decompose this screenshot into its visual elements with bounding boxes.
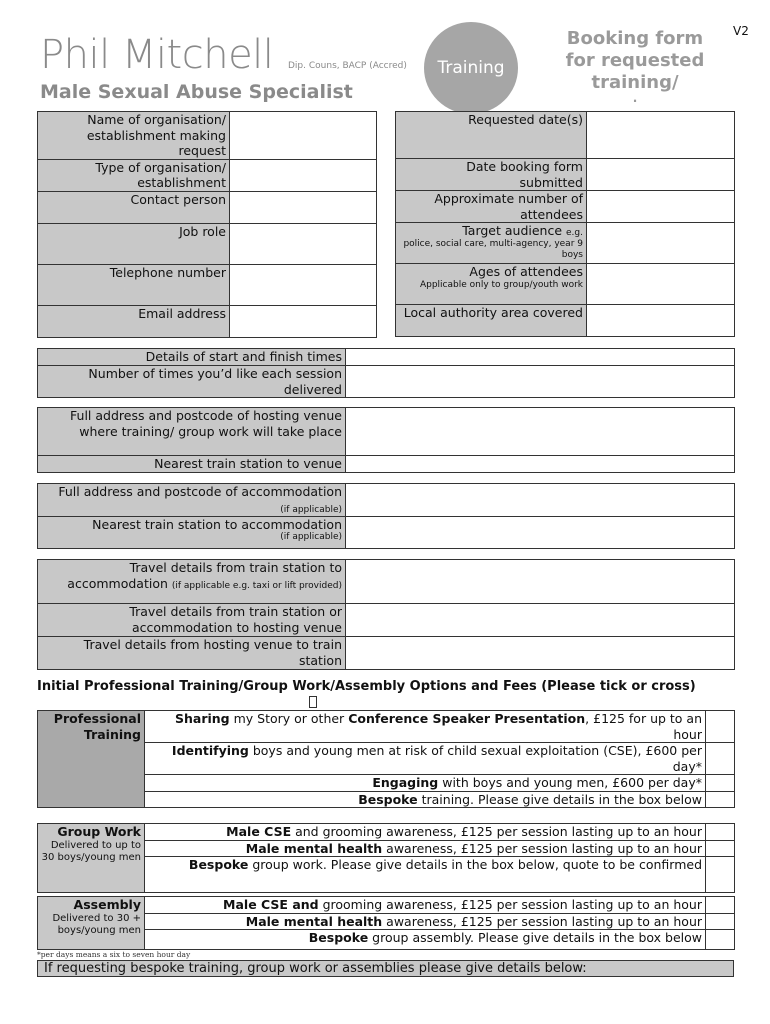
assembly-sub: Delivered to 30 + boys/young men: [52, 912, 141, 936]
org-name-label: Name of organisation/ establishment making request: [38, 112, 230, 160]
tick-assembly-mental-health[interactable]: [706, 913, 735, 930]
ages-text: Ages of attendees: [469, 264, 583, 279]
accommodation-address-note: (if applicable): [280, 504, 342, 515]
tick-assembly-cse[interactable]: [706, 897, 735, 914]
travel-to-venue-field[interactable]: [346, 604, 735, 637]
option-sharing-bold-2: Conference Speaker Presentation: [348, 711, 586, 726]
group-work-sub: Delivered to up to 30 boys/young men: [41, 839, 141, 863]
option-identifying-text: boys and young men at risk of child sexual exploitation (CSE), £600 per day*: [248, 743, 702, 774]
accommodation-address-field[interactable]: [346, 484, 735, 517]
session-table: [37, 348, 735, 398]
option-group-cse: [145, 824, 706, 841]
tick-bespoke-training[interactable]: [706, 791, 735, 808]
requested-dates-label: Requested date(s): [396, 112, 587, 159]
travel-venue-station-field[interactable]: [346, 637, 735, 670]
option-assembly-mental-health: [145, 913, 706, 930]
start-finish-label: Details of start and finish times: [38, 349, 346, 366]
venue-station-field[interactable]: [346, 456, 735, 473]
option-group-mental-health-bold: Male mental health: [245, 840, 383, 856]
brand-credentials: Dip. Couns, BACP (Accred): [288, 61, 407, 71]
option-identifying-bold: Identifying: [171, 743, 249, 758]
option-assembly-bespoke-bold: Bespoke: [308, 930, 369, 945]
option-identifying: [145, 743, 706, 775]
venue-address-field[interactable]: [346, 408, 735, 456]
bespoke-details-prompt: If requesting bespoke training, group work or assemblies please give details below:: [37, 960, 734, 977]
accommodation-station-label: [38, 516, 346, 548]
option-assembly-cse: [145, 897, 706, 914]
email-field[interactable]: [230, 305, 377, 337]
target-audience-label: [396, 223, 587, 264]
option-group-bespoke: [145, 857, 706, 893]
group-work-table: [37, 823, 735, 893]
option-group-mental-health-text: awareness, £125 per session lasting up to an hour: [382, 840, 702, 856]
form-title-line-1: Booking form: [566, 28, 704, 49]
org-name-field[interactable]: [230, 112, 377, 160]
target-audience-note: police, social care, multi-agency, year 9 boys: [403, 239, 583, 260]
group-work-label: [38, 824, 145, 893]
tick-identifying[interactable]: [706, 743, 735, 775]
job-role-field[interactable]: [230, 223, 377, 264]
form-title: [540, 28, 730, 105]
attendees-label: Approximate number of attendees: [396, 191, 587, 223]
date-submitted-field[interactable]: [587, 159, 735, 191]
telephone-label: Telephone number: [38, 264, 230, 305]
options-heading: Initial Professional Training/Group Work/Assembly Options and Fees (Please tick or cross): [37, 679, 696, 694]
option-engaging-bold: Engaging: [372, 775, 439, 790]
assembly-table: [37, 896, 735, 950]
option-assembly-mental-health-text: awareness, £125 per session lasting up to an hour: [382, 913, 702, 929]
session-count-label: Number of times you’d like each session delivered: [38, 366, 346, 398]
option-bespoke-training-bold: Bespoke: [358, 791, 418, 807]
start-finish-field[interactable]: [346, 349, 735, 366]
option-assembly-cse-text: grooming awareness, £125 per session lasting up to an hour: [318, 897, 702, 912]
group-work-title: Group Work: [57, 824, 141, 839]
option-engaging-text: with boys and young men, £600 per day*: [438, 775, 702, 790]
option-engaging: [145, 775, 706, 792]
tick-assembly-bespoke[interactable]: [706, 930, 735, 950]
session-count-field[interactable]: [346, 366, 735, 398]
option-group-bespoke-text: group work. Please give details in the box below, quote to be confirmed: [248, 857, 702, 872]
accommodation-station-note: (if applicable): [280, 532, 342, 542]
local-authority-label: Local authority area covered: [396, 305, 587, 337]
version-label: V2: [733, 24, 749, 38]
travel-table: [37, 559, 735, 670]
tick-group-mental-health[interactable]: [706, 840, 735, 857]
option-assembly-mental-health-bold: Male mental health: [245, 913, 383, 929]
form-title-line-2: for requested: [565, 50, 705, 71]
training-badge-label: Training: [437, 58, 505, 78]
accommodation-address-label: [38, 484, 346, 517]
option-sharing: [145, 711, 706, 743]
form-title-line-4: .: [632, 91, 638, 105]
travel-station-accommodation-field[interactable]: [346, 560, 735, 604]
option-group-mental-health: [145, 840, 706, 857]
venue-station-label: Nearest train station to venue: [38, 456, 346, 473]
tick-engaging[interactable]: [706, 775, 735, 792]
brand-role: Male Sexual Abuse Specialist: [40, 81, 353, 103]
ages-note: Applicable only to group/youth work: [419, 279, 583, 290]
email-label: Email address: [38, 305, 230, 337]
org-type-label: Type of organisation/ establishment: [38, 159, 230, 191]
option-sharing-bold: Sharing: [174, 711, 230, 726]
brand-name: Phil Mitchell: [40, 32, 274, 78]
booking-table: [395, 111, 735, 337]
option-assembly-bespoke-text: group assembly. Please give details in the box below: [368, 930, 702, 945]
target-audience-eg: e.g.: [566, 228, 583, 238]
footnote: *per days means a six to seven hour day: [37, 950, 191, 959]
travel-station-accommodation-text: Travel details from train station to accommodation: [67, 560, 342, 591]
ages-field[interactable]: [587, 264, 735, 305]
option-assembly-bespoke: [145, 930, 706, 950]
organisation-table: [37, 111, 377, 338]
telephone-field[interactable]: [230, 264, 377, 305]
accommodation-station-text: Nearest train station to accommodation: [92, 516, 342, 532]
accommodation-station-field[interactable]: [346, 516, 735, 548]
local-authority-field[interactable]: [587, 305, 735, 337]
contact-person-field[interactable]: [230, 191, 377, 223]
professional-training-label: Professional Training: [38, 711, 145, 808]
target-audience-text: Target audience: [462, 223, 563, 238]
ages-label: [396, 264, 587, 305]
option-bespoke-training-text: training. Please give details in the box below: [417, 791, 702, 807]
travel-to-venue-label: Travel details from train station or accommodation to hosting venue: [38, 604, 346, 637]
option-sharing-fee: , £125 for up to an hour: [585, 711, 702, 742]
option-group-bespoke-bold: Bespoke: [188, 857, 249, 872]
professional-training-table: [37, 710, 735, 808]
attendees-field[interactable]: [587, 191, 735, 223]
job-role-label: Job role: [38, 223, 230, 264]
tick-sharing[interactable]: [706, 711, 735, 743]
target-audience-field[interactable]: [587, 223, 735, 264]
option-sharing-text: my Story or other: [229, 711, 349, 726]
option-group-cse-bold: Male CSE: [226, 824, 292, 839]
checkbox-glyph-icon: [309, 696, 317, 708]
accommodation-table: [37, 483, 735, 549]
accommodation-address-text: Full address and postcode of accommodation: [58, 484, 342, 499]
training-badge: [424, 22, 518, 114]
travel-station-accommodation-note: (if applicable e.g. taxi or lift provided): [171, 580, 342, 591]
tick-group-bespoke[interactable]: [706, 857, 735, 893]
venue-address-label: Full address and postcode of hosting venue where training/ group work will take place: [38, 408, 346, 456]
option-assembly-cse-bold: Male CSE and: [223, 897, 319, 912]
assembly-title: Assembly: [73, 897, 141, 912]
travel-station-accommodation-label: [38, 560, 346, 604]
option-bespoke-training: [145, 791, 706, 808]
form-title-line-3: training/: [591, 72, 679, 93]
contact-person-label: Contact person: [38, 191, 230, 223]
venue-table: [37, 407, 735, 473]
travel-venue-station-label: Travel details from hosting venue to train station: [38, 637, 346, 670]
requested-dates-field[interactable]: [587, 112, 735, 159]
org-type-field[interactable]: [230, 159, 377, 191]
assembly-label: [38, 897, 145, 950]
date-submitted-label: Date booking form submitted: [396, 159, 587, 191]
tick-group-cse[interactable]: [706, 824, 735, 841]
option-group-cse-text: and grooming awareness, £125 per session lasting up to an hour: [291, 824, 702, 839]
